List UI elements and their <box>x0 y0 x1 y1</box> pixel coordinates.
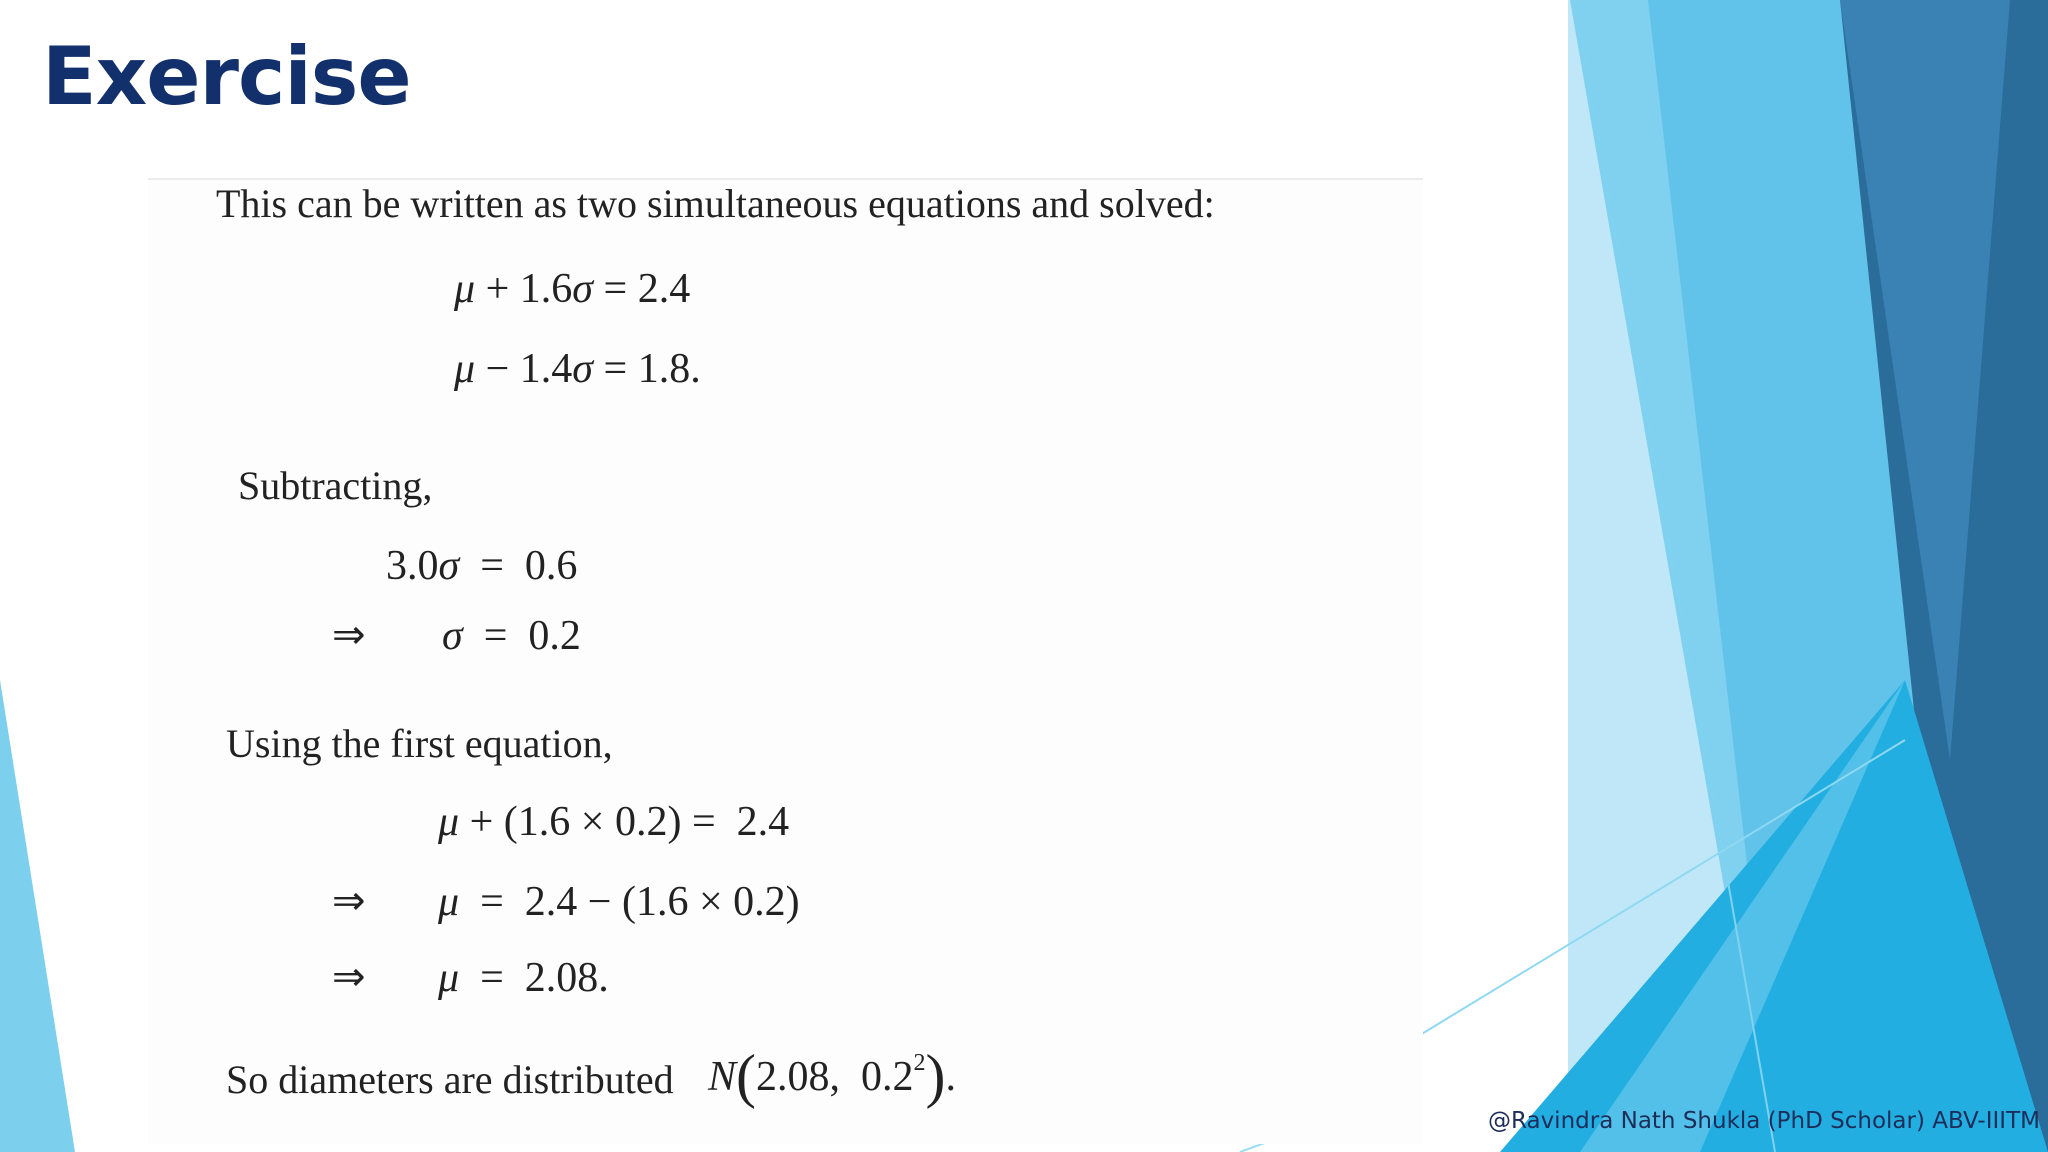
use-eq3-rhs: 2.08. <box>524 955 609 1001</box>
subtraction-equation-2: σ = 0.2 <box>442 613 581 659</box>
implies-arrow-icon: ⇒ <box>332 878 366 924</box>
exercise-solution-panel <box>148 178 1423 1144</box>
sub-eq1-lhs: 3.0 <box>386 543 439 589</box>
eq1-rhs: 2.4 <box>637 266 691 312</box>
implies-arrow-icon: ⇒ <box>332 612 366 658</box>
eq2-coefficient: 1.4 <box>519 346 573 392</box>
subtracting-label: Subtracting, <box>238 463 433 508</box>
dist-var-exponent: 2 <box>913 1050 926 1076</box>
subtraction-equation-1: 3.0σ = 0.6 <box>386 543 578 589</box>
equation-2: μ − 1.4σ = 1.8. <box>454 346 701 392</box>
eq2-rhs: 1.8. <box>637 346 701 392</box>
use-eq1-product: (1.6 × 0.2) <box>503 799 682 845</box>
dist-end: . <box>945 1054 956 1100</box>
dist-mean: 2.08, <box>756 1054 840 1100</box>
substitution-equation-2: μ = 2.4 − (1.6 × 0.2) <box>438 879 800 925</box>
eq1-coefficient: 1.6 <box>519 266 573 312</box>
implies-arrow-icon: ⇒ <box>332 954 366 1000</box>
use-eq1-rhs: 2.4 <box>736 799 790 845</box>
dist-symbol: N <box>708 1054 737 1100</box>
footer-credit: @Ravindra Nath Shukla (PhD Scholar) ABV-IIITM <box>1488 1108 2040 1134</box>
dist-var-base: 0.2 <box>861 1054 914 1100</box>
intro-text: This can be written as two simultaneous equations and solved: <box>216 181 1215 226</box>
substitution-equation-3: μ = 2.08. <box>438 955 609 1001</box>
conclusion-text: So diameters are distributed <box>226 1057 674 1102</box>
equation-1: μ + 1.6σ = 2.4 <box>454 266 691 312</box>
use-eq2-rhs: 2.4 − (1.6 × 0.2) <box>524 879 800 925</box>
substitution-equation-1: μ + (1.6 × 0.2) = 2.4 <box>438 799 790 845</box>
sub-eq2-rhs: 0.2 <box>528 613 581 659</box>
slide-title: Exercise <box>42 30 411 123</box>
distribution-expression: N(2.08, $0.2^2$). <box>708 1043 956 1109</box>
deco-left-wedge <box>0 680 75 1152</box>
sub-eq1-rhs: 0.6 <box>524 543 578 589</box>
first-equation-label: Using the first equation, <box>226 721 613 766</box>
